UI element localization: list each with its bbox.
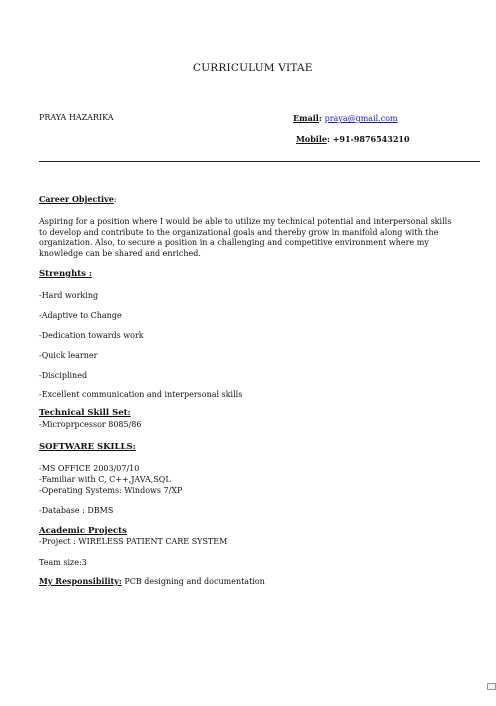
responsibility-line	[39, 576, 265, 588]
strength-item: -Adaptive to Change	[39, 311, 122, 320]
software-item: -Familiar with C, C++,JAVA,SQL	[39, 475, 171, 484]
candidate-name: PRAYA HAZARIKA	[39, 113, 114, 122]
header-divider	[39, 161, 480, 162]
software-skills-heading: SOFTWARE SKILLS:	[39, 442, 136, 452]
document-title: CURRICULUM VITAE	[193, 62, 313, 74]
email-colon: :	[318, 113, 325, 123]
responsibility-label: My Responsibility:	[39, 576, 122, 586]
career-objective-colon: :	[113, 195, 117, 204]
strength-item: -Excellent communication and interpersonal skills	[39, 390, 243, 399]
responsibility-text: PCB designing and documentation	[121, 577, 265, 586]
strength-item: -Dedication towards work	[39, 331, 144, 340]
technical-skill-text: -Microprpcessor 8085/86	[39, 420, 142, 429]
mobile-line	[296, 134, 410, 146]
mobile-label: Mobile	[296, 134, 327, 144]
software-item: -MS OFFICE 2003/07/10	[39, 464, 140, 473]
email-label: Email	[293, 113, 319, 123]
strength-item: -Disciplined	[39, 371, 88, 380]
mobile-value: : +91-9876543210	[326, 134, 410, 144]
strength-item: -Hard working	[39, 291, 99, 300]
career-objective-heading	[39, 194, 117, 206]
technical-skill-heading: Technical Skill Set:	[39, 408, 131, 418]
software-item: -Operating Systems: Windows 7/XP	[39, 486, 183, 495]
career-objective-text: Aspiring for a position where I would be able to utilize my technical potential and interpersonal skills to develop and contribute to the organizational goals and thereby grow in manifold along with the organization. Also, to secure a position in a challenging and competitive environment where my knowledge can be shared and enriched.	[39, 217, 452, 258]
strength-item: -Quick learner	[39, 351, 98, 360]
database-text: -Database : DBMS	[39, 506, 114, 515]
team-size-text: Team size:3	[39, 558, 87, 567]
career-objective-label: Career Objective	[39, 194, 114, 204]
page-corner-icon	[487, 683, 496, 690]
academic-projects-heading: Academic Projects	[39, 526, 127, 536]
project-text: -Project : WIRELESS PATIENT CARE SYSTEM	[39, 537, 228, 546]
email-line	[293, 113, 398, 125]
strengths-heading: Strenghts :	[39, 269, 93, 279]
email-link[interactable]: praya@gmail.com	[324, 114, 398, 123]
